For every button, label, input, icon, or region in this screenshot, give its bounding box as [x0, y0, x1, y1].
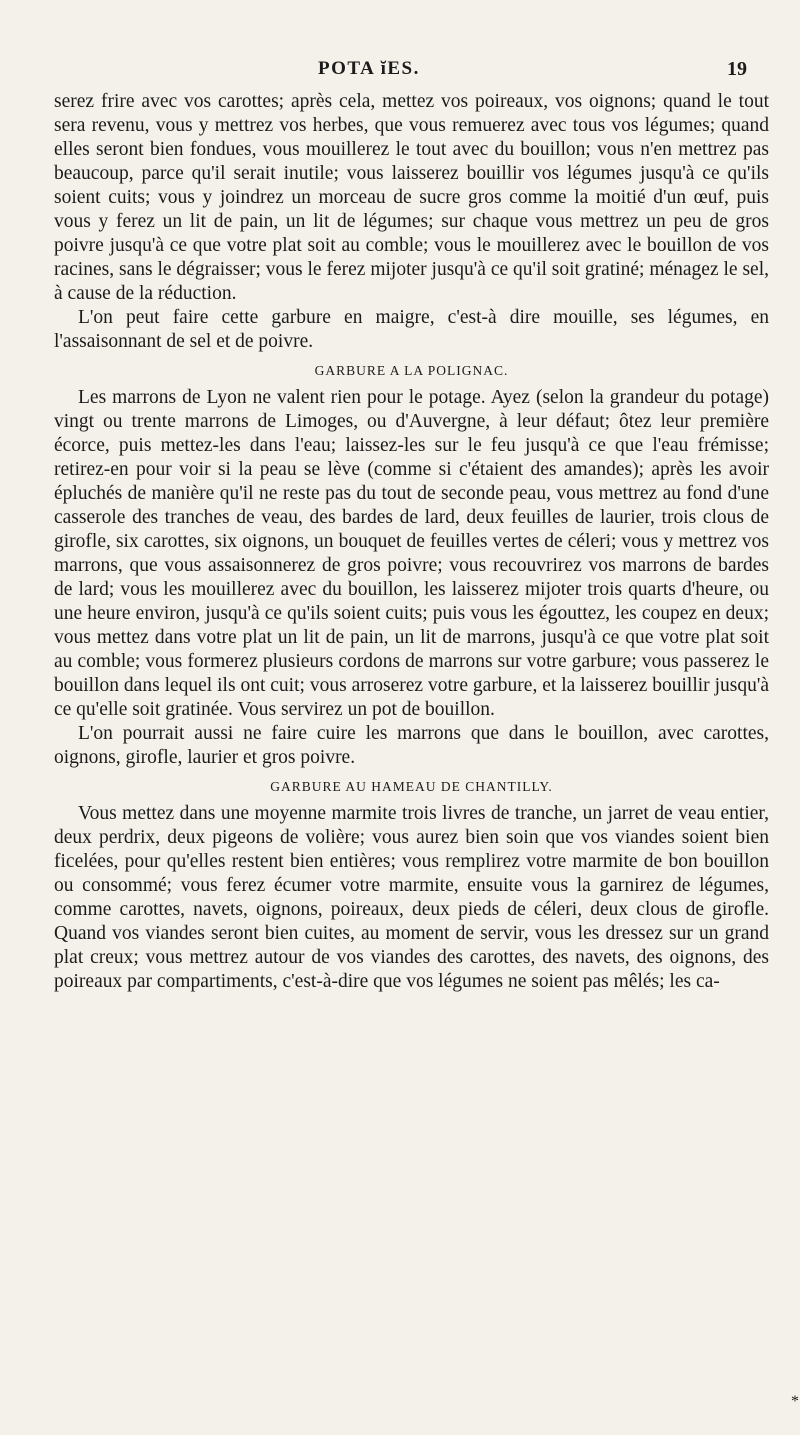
- paragraph-lean-variant: L'on peut faire cette garbure en maigre, c'est-à dire mouille, ses légumes, en l'assaisonnant de sel et de poivre.: [54, 307, 769, 352]
- paragraph-polignac-variant: L'on pourrait aussi ne faire cuire les marrons que dans le bouillon, avec carottes, oignons, girofle, laurier et gros poivre.: [54, 723, 769, 768]
- page-number: 19: [727, 58, 747, 80]
- body-text: [54, 90, 769, 994]
- running-title: POTA ĭES.: [318, 58, 420, 79]
- paragraph-chantilly-recipe: Vous mettez dans une moyenne marmite trois livres de tranche, un jarret de veau entier, deux perdrix, deux pigeons de volière; vous aurez bien soin que vos viandes soient bien ficelées, pour qu'elles restent bien entières; vous remplirez votre marmite de bon bouillon ou consommé; vous ferez écumer votre marmite, ensuite vous la garnirez de légumes, comme carottes, navets, oignons, poireaux, deux pieds de céleri, deux clous de girofle. Quand vos viandes seront bien cuites, au moment de servir, vous les dressez sur un grand plat creux; vous mettrez autour de vos viandes des carottes, des navets, des oignons, des poireaux par compartiments, c'est-à-dire que vos légumes ne soient pas mêlés; les ca-: [54, 803, 769, 992]
- paragraph-continued: serez frire avec vos carottes; après cela, mettez vos poireaux, vos oignons; quand le tout sera revenu, vous y mettrez vos herbes, que vous remuerez avec tous vos légumes; quand elles seront bien fondues, vous mouillerez le tout avec du bouillon; vous n'en mettrez pas beaucoup, parce qu'il serait inutile; vous laisserez bouillir vos légumes jusqu'à ce qu'ils soient cuits; vous y joindrez un morceau de sucre gros comme la moitié d'un œuf, puis vous y ferez un lit de pain, un lit de légumes; sur chaque vous mettrez un peu de gros poivre jusqu'à ce que votre plat soit au comble; vous le mouillerez avec le bouillon de vos racines, sans le dégraisser; vous le ferez mijoter jusqu'à ce qu'il soit gratiné; ménagez le sel, à cause de la réduction.: [54, 91, 769, 304]
- recipe-heading-chantilly: GARBURE AU HAMEAU DE CHANTILLY.: [270, 779, 553, 794]
- recipe-heading-polignac: GARBURE A LA POLIGNAC.: [314, 363, 509, 378]
- paragraph-polignac-recipe: Les marrons de Lyon ne valent rien pour le potage. Ayez (selon la grandeur du potage) vingt ou trente marrons de Limoges, ou d'Auvergne, à leur défaut; ôtez leur première écorce, puis mettez-les dans l'eau; laissez-les sur le feu jusqu'à ce que l'eau frémisse; retirez-en pour voir si la peau se lève (comme si c'étaient des amandes); après les avoir épluchés de manière qu'il ne reste pas du tout de seconde peau, vous mettrez au fond d'une casserole des tranches de veau, des bardes de lard, deux feuilles de laurier, trois clous de girofle, six carottes, six oignons, un bouquet de feuilles vertes de céleri; vous y mettrez vos marrons, que vous assaisonnerez de gros poivre; vous recouvrirez vos marrons de bardes de lard; vous les mouillerez avec du bouillon, les laisserez mijoter trois quarts d'heure, ou une heure environ, jusqu'à ce qu'ils soient cuits; puis vous les égouttez, les coupez en deux; vous mettez dans votre plat un lit de pain, un lit de marrons, jusqu'à ce que votre plat soit au comble; vous formerez plusieurs cordons de marrons sur votre garbure; vous passerez le bouillon dans lequel ils ont cuit; vous arroserez votre garbure, et la laisserez bouillir jusqu'à ce qu'elle soit gratinée. Vous servirez un pot de bouillon.: [54, 387, 769, 720]
- margin-mark: *: [791, 1393, 799, 1410]
- running-head: [0, 58, 800, 88]
